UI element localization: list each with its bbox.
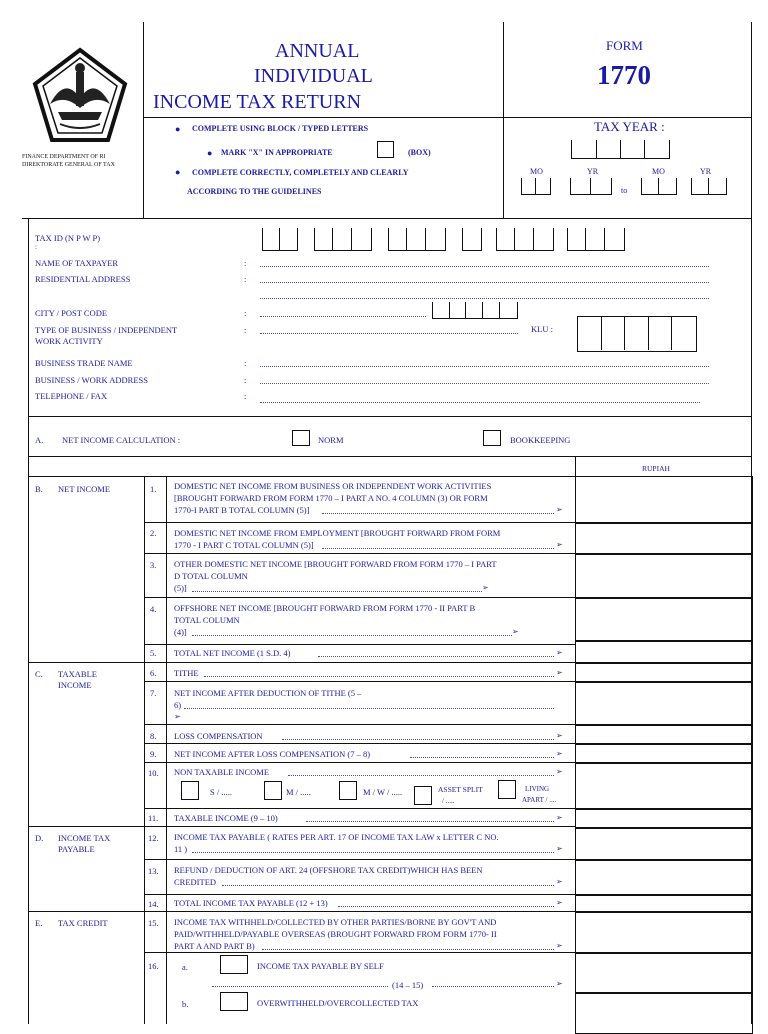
arrow-icon: ➢ — [556, 749, 563, 758]
overwithheld-checkbox[interactable] — [220, 992, 248, 1011]
city-postcode-label: CITY / POST CODE — [35, 308, 108, 318]
instruction-bullet: ● — [175, 167, 181, 177]
amount-line-9[interactable] — [575, 743, 753, 764]
arrow-icon: ➢ — [512, 627, 519, 636]
residential-address-label: RESIDENTIAL ADDRESS — [35, 274, 131, 284]
arrow-icon: ➢ — [174, 712, 181, 721]
instruction-bullet: ● — [207, 148, 213, 158]
arrow-icon: ➢ — [556, 648, 563, 657]
arrow-icon: ➢ — [556, 877, 563, 886]
instruction-box: (BOX) — [408, 148, 431, 157]
work-address-label: BUSINESS / WORK ADDRESS — [35, 375, 148, 385]
arrow-icon: ➢ — [556, 813, 563, 822]
line-11-text: TAXABLE INCOME (9 – 10) — [174, 813, 278, 823]
instruction-mark-x: MARK "X" IN APPROPRIATE — [221, 148, 333, 157]
arrow-icon: ➢ — [556, 767, 563, 776]
arrow-icon: ➢ — [556, 540, 563, 549]
section-b-letter: B. — [35, 484, 43, 494]
line-4-text: OFFSHORE NET INCOME [BROUGHT FORWARD FROM FORM 1770 - II PART B — [174, 603, 476, 613]
tax-id-colon: : — [35, 243, 37, 251]
start-year-field[interactable] — [570, 178, 612, 195]
line-13-text: REFUND / DEDUCTION OF ART. 24 (OFFSHORE TAX CREDIT)WHICH HAS BEEN — [174, 865, 483, 875]
section-e-title: TAX CREDIT — [58, 918, 108, 928]
section-e-letter: E. — [35, 918, 43, 928]
start-year-label: YR — [587, 167, 599, 176]
asset-split-label: ASSET SPLIT — [438, 785, 483, 794]
end-month-label: MO — [652, 167, 665, 176]
line-16b-text: OVERWITHHELD/OVERCOLLECTED TAX — [257, 998, 419, 1008]
amount-line-1[interactable] — [575, 476, 753, 524]
arrow-icon: ➢ — [556, 979, 563, 988]
status-married-wife-label: M / W / ..... — [363, 787, 403, 797]
amount-line-11[interactable] — [575, 808, 753, 829]
end-year-label: YR — [700, 167, 712, 176]
amount-line-12[interactable] — [575, 827, 753, 861]
sample-checkbox — [377, 141, 394, 158]
tax-id-label: TAX ID (N P W P) — [35, 233, 101, 243]
bookkeeping-checkbox[interactable] — [483, 430, 501, 446]
section-b-title: NET INCOME — [58, 484, 111, 494]
living-apart-checkbox[interactable] — [498, 780, 516, 799]
section-a-letter: A. — [35, 435, 44, 445]
section-d-title: INCOME TAX — [58, 833, 111, 843]
residential-address-field[interactable] — [260, 282, 709, 283]
instruction-block-letters: COMPLETE USING BLOCK / TYPED LETTERS — [192, 124, 369, 133]
start-month-field[interactable] — [521, 178, 551, 195]
section-a-title: NET INCOME CALCULATION : — [62, 435, 181, 445]
tax-year-label: TAX YEAR : — [594, 119, 665, 134]
section-c-title: TAXABLE — [58, 669, 97, 679]
line-8-text: LOSS COMPENSATION — [174, 731, 263, 741]
amount-line-2[interactable] — [575, 522, 753, 555]
section-c-title-2: INCOME — [58, 680, 92, 690]
business-type-label: TYPE OF BUSINESS / INDEPENDENT — [35, 325, 178, 335]
arrow-icon: ➢ — [556, 731, 563, 740]
status-married-checkbox[interactable] — [264, 781, 282, 800]
telephone-field[interactable] — [260, 402, 700, 403]
title-individual: INDIVIDUAL — [254, 65, 373, 87]
amount-line-10[interactable] — [575, 762, 753, 810]
instruction-guidelines: ACCORDING TO THE GUIDELINES — [187, 187, 322, 196]
title-annual: ANNUAL — [275, 40, 360, 62]
line-15-text: INCOME TAX WITHHELD/COLLECTED BY OTHER PARTIES/BORNE BY GOV'T AND — [174, 917, 497, 927]
arrow-icon: ➢ — [556, 898, 563, 907]
start-month-label: MO — [530, 167, 543, 176]
taxpayer-name-field[interactable] — [260, 266, 709, 267]
arrow-icon: ➢ — [482, 583, 489, 592]
to-label: to — [621, 186, 628, 195]
arrow-icon: ➢ — [556, 505, 563, 514]
status-single-checkbox[interactable] — [181, 781, 199, 800]
residential-address-field-2[interactable] — [260, 298, 709, 299]
living-apart-label: LIVING — [525, 785, 550, 793]
section-c-letter: C. — [35, 669, 43, 679]
line-2-text: DOMESTIC NET INCOME FROM EMPLOYMENT [BROUGHT FORWARD FROM FORM — [174, 528, 501, 538]
amount-line-13[interactable] — [575, 859, 753, 896]
amount-line-7[interactable] — [575, 681, 753, 726]
directorate-name: DIREKTORATE GENERAL OF TAX — [22, 162, 115, 168]
arrow-icon: ➢ — [556, 941, 563, 950]
section-d-title-2: PAYABLE — [58, 844, 95, 854]
line-10-text: NON TAXABLE INCOME — [174, 767, 270, 777]
line-12-text: INCOME TAX PAYABLE ( RATES PER ART. 17 OF INCOME TAX LAW x LETTER C NO. — [174, 832, 499, 842]
klu-label: KLU : — [531, 324, 553, 334]
end-year-field[interactable] — [691, 178, 727, 195]
dept-name: FINANCE DEPARTMENT OF RI — [22, 154, 106, 160]
arrow-icon: ➢ — [556, 668, 563, 677]
status-married-label: M / ..... — [286, 787, 311, 797]
asset-split-checkbox[interactable] — [414, 786, 432, 805]
trade-name-field[interactable] — [260, 366, 709, 367]
amount-line-16[interactable] — [575, 952, 753, 994]
amount-line-5[interactable] — [575, 640, 753, 664]
ministry-emblem — [30, 46, 130, 146]
amount-line-4[interactable] — [575, 597, 753, 642]
instruction-bullet: ● — [175, 124, 181, 134]
line-7-text: NET INCOME AFTER DEDUCTION OF TITHE (5 – — [174, 688, 362, 698]
line-16-formula: (14 – 15) — [392, 980, 424, 990]
amount-line-16b[interactable] — [575, 992, 753, 1034]
line-1-text: DOMESTIC NET INCOME FROM BUSINESS OR INDEPENDENT WORK ACTIVITIES — [174, 481, 492, 491]
line-3-text: OTHER DOMESTIC NET INCOME [BROUGHT FORWARD FROM FORM 1770 – I PART — [174, 559, 497, 569]
business-type-label-2: WORK ACTIVITY — [35, 336, 103, 346]
instruction-complete: COMPLETE CORRECTLY, COMPLETELY AND CLEARLY — [192, 168, 409, 177]
tax-payable-by-self-checkbox[interactable] — [220, 955, 248, 974]
line-5-text: TOTAL NET INCOME (1 S.D. 4) — [174, 648, 291, 658]
norm-label: NORM — [318, 435, 344, 445]
form-label: FORM — [606, 38, 643, 53]
section-d-letter: D. — [35, 833, 44, 843]
telephone-label: TELEPHONE / FAX — [35, 391, 108, 401]
end-month-field[interactable] — [641, 178, 677, 195]
amount-line-8[interactable] — [575, 724, 753, 745]
line-14-text: TOTAL INCOME TAX PAYABLE (12 + 13) — [174, 898, 328, 908]
taxpayer-name-label: NAME OF TAXPAYER — [35, 258, 119, 268]
form-number: 1770 — [597, 60, 651, 90]
status-single-label: S / ..... — [210, 787, 232, 797]
norm-checkbox[interactable] — [292, 430, 310, 446]
line-9-text: NET INCOME AFTER LOSS COMPENSATION (7 – 8) — [174, 749, 371, 759]
amount-line-3[interactable] — [575, 553, 753, 599]
line-6-text: TITHE — [174, 668, 199, 678]
bookkeeping-label: BOOKKEEPING — [510, 435, 571, 445]
amount-line-15[interactable] — [575, 911, 753, 954]
business-type-field[interactable] — [260, 333, 518, 334]
status-married-wife-checkbox[interactable] — [339, 781, 357, 800]
amount-line-6[interactable] — [575, 662, 753, 683]
trade-name-label: BUSINESS TRADE NAME — [35, 358, 133, 368]
city-field[interactable] — [260, 316, 426, 317]
title-income-tax-return: INCOME TAX RETURN — [153, 91, 362, 113]
work-address-field[interactable] — [260, 383, 709, 384]
arrow-icon: ➢ — [556, 844, 563, 853]
rupiah-header: RUPIAH — [642, 464, 670, 473]
line-16a-text: INCOME TAX PAYABLE BY SELF — [257, 961, 384, 971]
